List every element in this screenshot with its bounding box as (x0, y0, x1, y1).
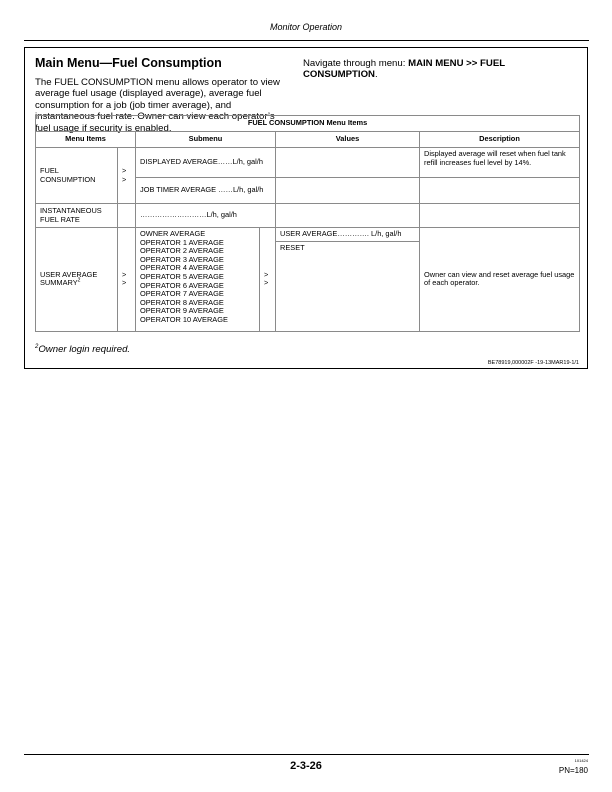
user-average-summary-label: USER AVERAGE SUMMARY (40, 269, 98, 288)
footnote-number: 2 (35, 344, 39, 350)
menu-item-user-average-summary (36, 228, 118, 332)
revision-code: 101424 (574, 758, 588, 763)
submenu-item: OPERATOR 7 AVERAGE (140, 289, 224, 299)
footer-rule (24, 754, 589, 755)
arrow-glyph: > (122, 278, 127, 288)
description-user-average: Owner can view and reset average fuel usage of each operator. (420, 228, 580, 332)
footnote (35, 344, 130, 355)
arrow-glyph: > (264, 269, 269, 279)
submenu-item: OPERATOR 3 AVERAGE (140, 254, 224, 264)
submenu-item: OPERATOR 10 AVERAGE (140, 314, 228, 324)
arrow-cell (118, 228, 136, 332)
menu-item-fuel-consumption: FUEL CONSUMPTION (36, 148, 118, 204)
navigation-paragraph (303, 58, 579, 81)
arrow-cell (118, 148, 136, 204)
section-heading: Main Menu—Fuel Consumption (35, 56, 222, 70)
menu-item-instantaneous-fuel-rate: INSTANTANEOUS FUEL RATE (36, 204, 118, 228)
arrow-cell (260, 228, 276, 332)
submenu-item: OPERATOR 1 AVERAGE (140, 237, 224, 247)
right-column (303, 56, 579, 81)
footnote-marker: 2 (77, 277, 81, 284)
footnote-text: Owner login required. (38, 344, 131, 356)
arrow-glyph: > (122, 174, 127, 184)
header-values: Values (276, 132, 420, 148)
value-user-average: USER AVERAGE…………. L/h, gal/h (276, 228, 420, 242)
description-cell-empty (420, 204, 580, 228)
submenu-item: OPERATOR 8 AVERAGE (140, 297, 224, 307)
header-rule (24, 40, 589, 41)
arrow-glyph: > (122, 269, 127, 279)
arrow-glyph: > (122, 165, 127, 175)
header-description: Description (420, 132, 580, 148)
value-cell-empty (276, 148, 420, 178)
submenu-operator-list (136, 228, 260, 332)
value-reset: RESET (276, 241, 420, 331)
navigate-path: MAIN MENU >> FUEL CONSUMPTION (303, 58, 505, 81)
submenu-item: OPERATOR 5 AVERAGE (140, 271, 224, 281)
submenu-item: OPERATOR 4 AVERAGE (140, 263, 224, 273)
submenu-item: OPERATOR 2 AVERAGE (140, 246, 224, 256)
navigate-suffix: . (374, 69, 378, 81)
value-cell-empty (276, 178, 420, 204)
submenu-item: OPERATOR 6 AVERAGE (140, 280, 224, 290)
intro-paragraph: The FUEL CONSUMPTION menu allows operator to view average fuel usage (displayed average), average fuel consumption for a job (job timer average), and instantaneous fuel rate. Owner can view each operator’s fuel usage if security is enabled. (35, 77, 280, 134)
description-displayed-average: Displayed average will reset when fuel tank refill increases fuel level by 14%. (420, 148, 580, 178)
submenu-job-timer-average: JOB TIMER AVERAGE ……L/h, gal/h (136, 178, 276, 204)
table-caption: FUEL CONSUMPTION Menu Items (36, 116, 580, 132)
arrow-cell-empty (118, 204, 136, 228)
document-id: BE78919,000002F -19-13MAR19-1/1 (487, 360, 579, 366)
submenu-displayed-average: DISPLAYED AVERAGE……L/h, gal/h (136, 148, 276, 178)
running-header: Monitor Operation (269, 22, 343, 32)
value-cell-empty (276, 204, 420, 228)
header-menu-items: Menu Items (36, 132, 136, 148)
page-number: 2-3-26 (290, 760, 322, 772)
submenu-instantaneous-fuel-rate: ………………………L/h, gal/h (136, 204, 276, 228)
header-submenu: Submenu (136, 132, 276, 148)
part-number: PN=180 (558, 766, 588, 775)
description-cell-empty (420, 178, 580, 204)
submenu-item: OPERATOR 9 AVERAGE (140, 306, 224, 316)
content-frame (24, 47, 588, 369)
navigate-prefix: Navigate through menu: (303, 58, 409, 69)
arrow-glyph: > (264, 278, 269, 288)
fuel-consumption-table (35, 115, 580, 332)
submenu-item: OWNER AVERAGE (140, 229, 206, 238)
